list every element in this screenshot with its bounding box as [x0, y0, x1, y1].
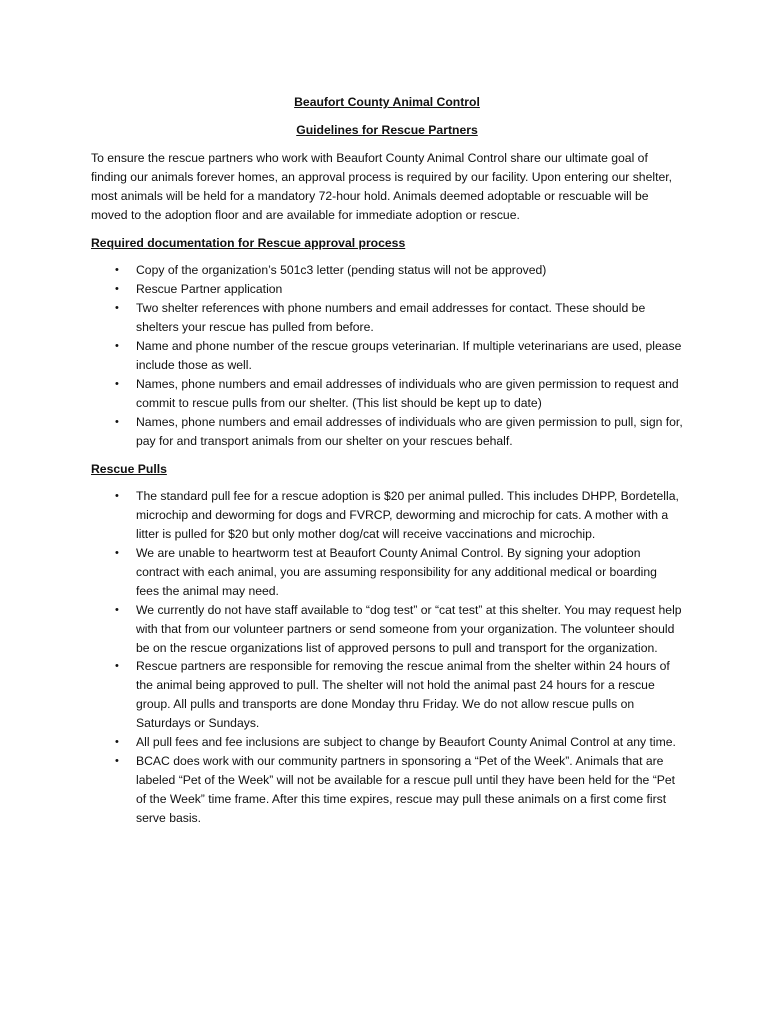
list-item [91, 261, 683, 280]
bullet-icon: • [115, 377, 119, 390]
list-item [91, 657, 683, 733]
list-item-text: Names, phone numbers and email addresses of individuals who are given permission to pull, sign for, pay for and transport animals from our shelter on your rescues behalf. [136, 414, 683, 448]
bullet-icon: • [115, 603, 119, 616]
document-subtitle: Guidelines for Rescue Partners [296, 122, 478, 137]
section-heading-rescue-pulls: Rescue Pulls [91, 462, 167, 477]
list-item [91, 337, 683, 375]
list-item [91, 733, 683, 752]
list-item [91, 601, 683, 658]
list-item-text: All pull fees and fee inclusions are subject to change by Beaufort County Animal Control at any time. [136, 735, 676, 750]
bullet-icon: • [115, 547, 119, 560]
required-documentation-list [91, 261, 683, 450]
list-item-text: We currently do not have staff available to “dog test” or “cat test” at this shelter. You may request help with that from our volunteer partners or send someone from your organization. The volunteer should be on the rescue organizations list of approved persons to pull and transport for the organization. [136, 602, 682, 655]
intro-paragraph: To ensure the rescue partners who work with Beaufort County Animal Control share our ultimate goal of finding our animals forever homes, an approval process is required by our facility. Upon entering our shelter, most animals will be held for a mandatory 72-hour hold. Animals deemed adoptable or rescuable will be moved to the adoption floor and are available for immediate adoption or rescue. [91, 150, 673, 222]
list-item [91, 752, 683, 828]
list-item [91, 280, 683, 299]
bullet-icon: • [115, 736, 119, 749]
document-body [91, 93, 683, 838]
list-item [91, 413, 683, 451]
list-item-text: Rescue partners are responsible for removing the rescue animal from the shelter within 24 hours of the animal being approved to pull. The shelter will not hold the animal past 24 hours for a rescue group. All pulls and transports are done Monday thru Friday. We do not allow rescue pulls on Saturdays or Sundays. [136, 659, 670, 731]
list-item-text: We are unable to heartworm test at Beaufort County Animal Control. By signing your adoption contract with each animal, you are assuming responsibility for any additional medical or boarding fees the animal may need. [136, 546, 657, 598]
bullet-icon: • [115, 755, 119, 767]
bullet-icon: • [115, 302, 119, 315]
document-title: Beaufort County Animal Control [294, 95, 480, 109]
bullet-icon: • [115, 339, 119, 352]
list-item-text: BCAC does work with our community partners in sponsoring a “Pet of the Week”. Animals that are labeled “Pet of the Week” will not be available for a rescue pull until they have been held for the “Pet of the Week” time frame. After this time expires, rescue may pull these animals on a first come first serve basis. [136, 754, 676, 825]
list-item-text: The standard pull fee for a rescue adoption is $20 per animal pulled. This includes DHPP, Bordetella, microchip and deworming for dogs and FVRCP, deworming and microchip for cats. A mother with a litter is pulled for $20 but only mother dog/cat will receive vaccinations and microchip. [136, 489, 679, 542]
bullet-icon: • [115, 264, 119, 277]
list-item-text: Names, phone numbers and email addresses of individuals who are given permission to request and commit to rescue pulls from our shelter. (This list should be kept up to date) [136, 376, 679, 410]
list-item-text: Two shelter references with phone numbers and email addresses for contact. These should be shelters your rescue has pulled from before. [136, 301, 646, 335]
list-item-text: Copy of the organization’s 501c3 letter (pending status will not be approved) [136, 263, 547, 278]
list-item [91, 487, 683, 544]
list-item [91, 299, 683, 337]
list-item [91, 544, 683, 601]
bullet-icon: • [115, 415, 119, 428]
rescue-pulls-list [91, 487, 683, 827]
list-item-text: Name and phone number of the rescue groups veterinarian. If multiple veterinarians are used, please include those as well. [136, 338, 682, 372]
bullet-icon: • [115, 490, 119, 503]
bullet-icon: • [115, 660, 119, 673]
list-item [91, 375, 683, 413]
bullet-icon: • [115, 283, 119, 296]
section-heading-required-documentation: Required documentation for Rescue approval process [91, 236, 406, 251]
list-item-text: Rescue Partner application [136, 282, 283, 297]
